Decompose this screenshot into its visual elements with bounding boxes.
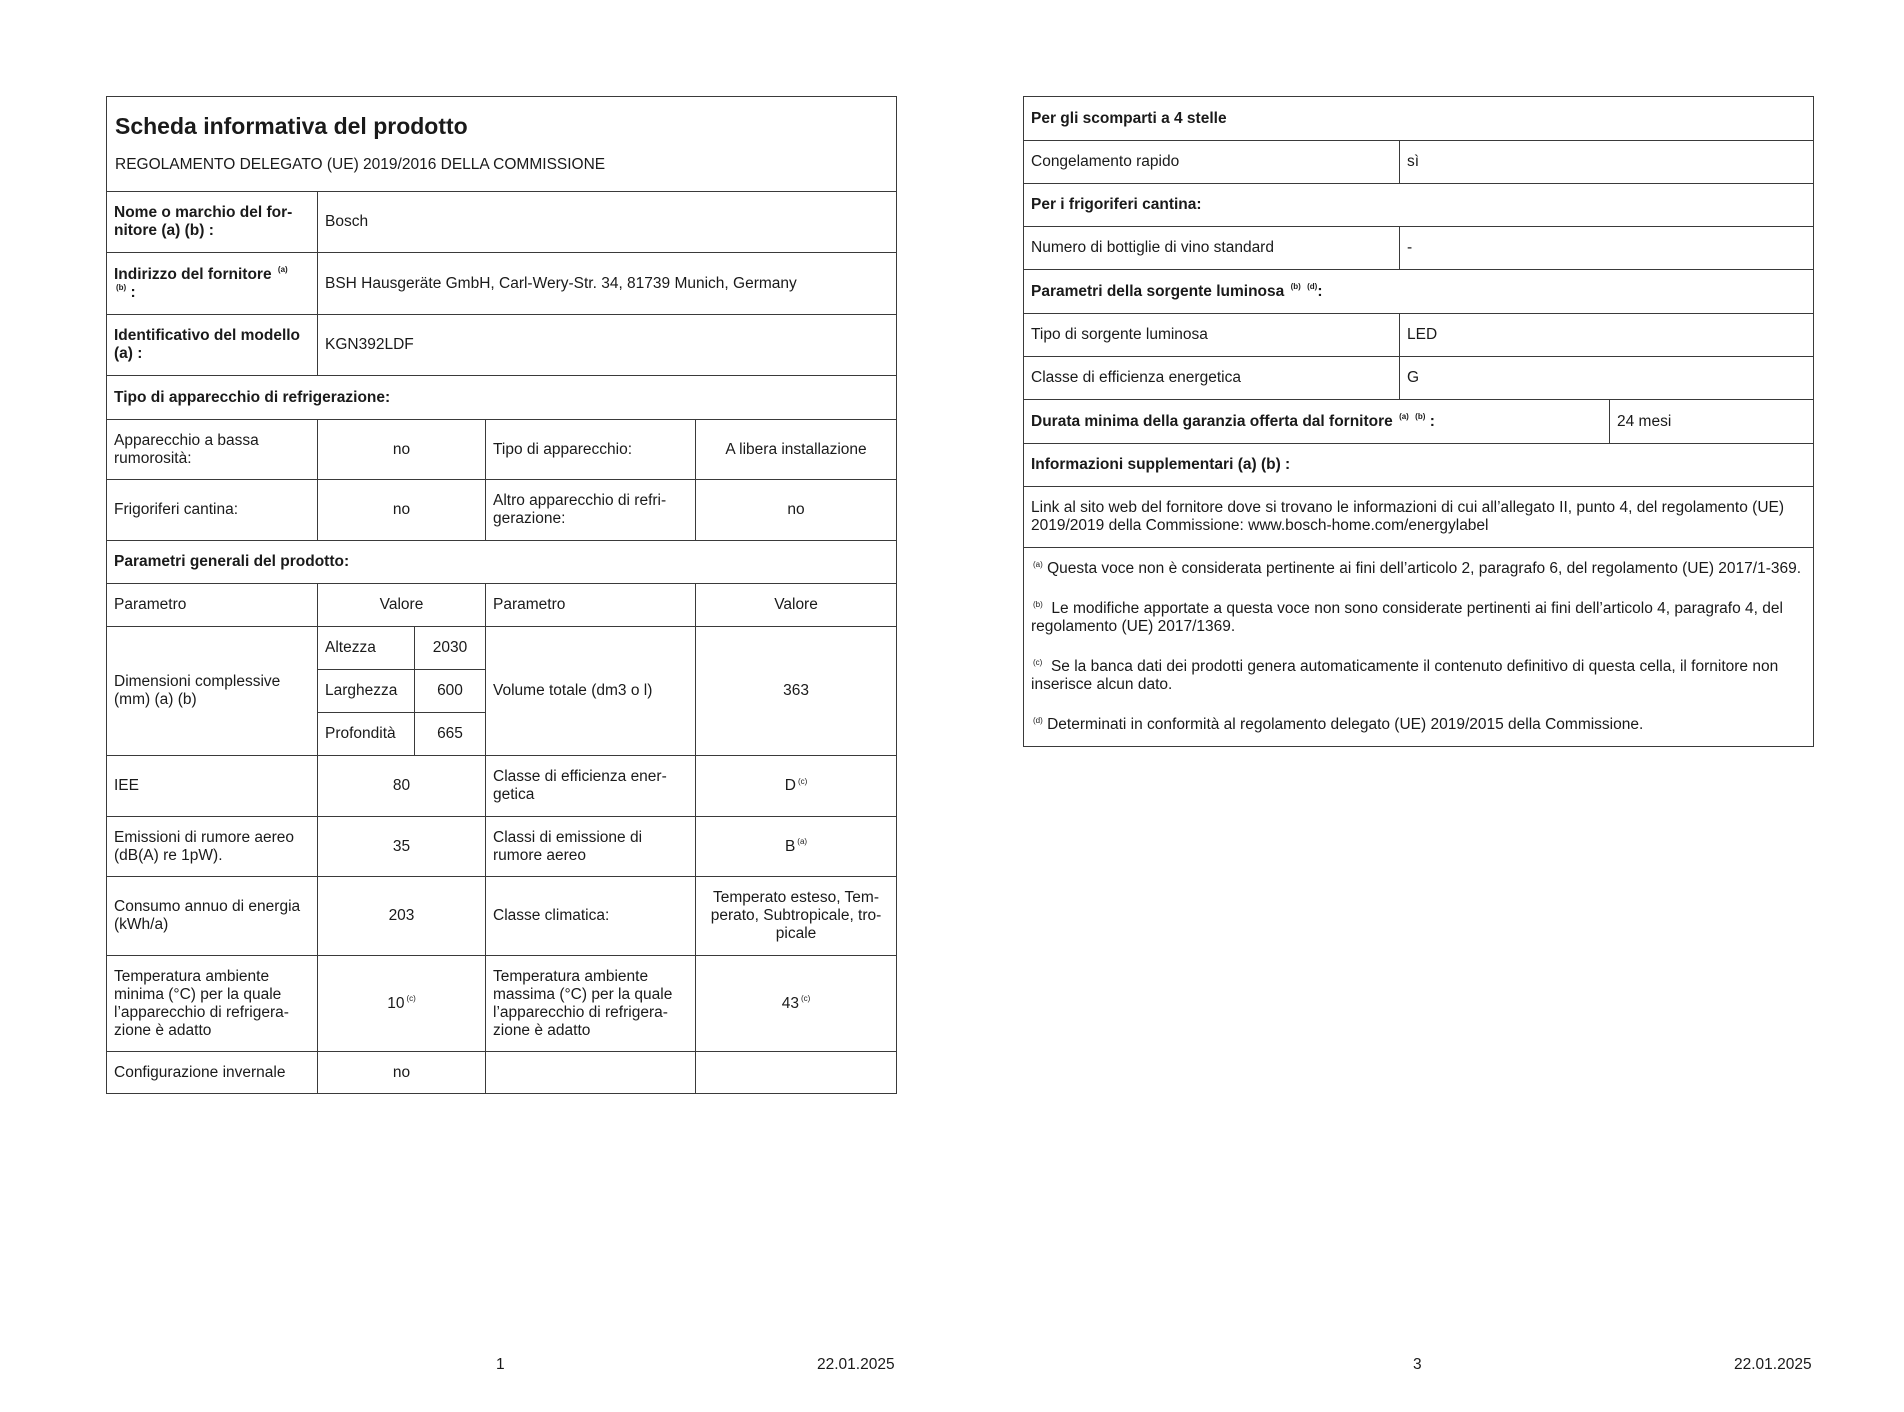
iee-value: 80	[318, 756, 486, 817]
footnote-a: $^{(a)}$ Questa voce non è considerata pertinente ai fini dell’articolo 2, paragrafo 6, del regolamento (UE) 2017/1-369.	[1033, 559, 1802, 577]
climate-class-value: Temperato esteso, Tem-perato, Subtropicale, tro-picale	[696, 877, 897, 956]
page-number-right: 3	[1413, 1356, 1422, 1373]
wine-cellar-value: no	[318, 480, 486, 541]
width-value: 600	[415, 670, 486, 713]
width-label: Larghezza	[318, 670, 415, 713]
low-noise-value: no	[318, 420, 486, 480]
supplier-name-value: Bosch	[318, 192, 897, 253]
min-temp-value: 10 $^{(c)}$	[318, 956, 486, 1052]
energy-class-value: D $^{(c)}$	[696, 756, 897, 817]
section-extra-info: Informazioni supplementari (a) (b) :	[1024, 444, 1814, 487]
depth-value: 665	[415, 713, 486, 756]
other-appliance-label: Altro apparecchio di refri-gerazione:	[486, 480, 696, 541]
climate-class-label: Classe climatica:	[486, 877, 696, 956]
light-type-label: Tipo di sorgente luminosa	[1024, 314, 1400, 357]
empty-cell	[486, 1052, 696, 1094]
min-temp-label: Temperatura ambiente minima (°C) per la quale l’apparecchio di refrigera-zione è adatto	[107, 956, 318, 1052]
max-temp-value: 43 $^{(c)}$	[696, 956, 897, 1052]
appliance-type-label: Tipo di apparecchio:	[486, 420, 696, 480]
date-right: 22.01.2025	[1734, 1356, 1812, 1373]
column-header-param-2: Parametro	[486, 584, 696, 627]
height-label: Altezza	[318, 627, 415, 670]
wine-bottles-label: Numero di bottiglie di vino standard	[1024, 227, 1400, 270]
footnote-c: $^{(c)}$ Se la banca dati dei prodotti genera automaticamente il contenuto definitivo di questa cella, il fornitore non inserisce alcun dato.	[1031, 657, 1779, 693]
depth-label: Profondità	[318, 713, 415, 756]
noise-class-value: B $^{(a)}$	[696, 817, 897, 877]
regulation-text: REGOLAMENTO DELEGATO (UE) 2019/2016 DELLA COMMISSIONE	[115, 155, 606, 173]
column-header-value: Valore	[318, 584, 486, 627]
fast-freeze-value: sì	[1400, 141, 1814, 184]
noise-class-label: Classi di emissione di rumore aereo	[486, 817, 696, 877]
column-header-value-2: Valore	[696, 584, 897, 627]
product-info-sheet-table	[106, 96, 897, 1094]
light-class-value: G	[1400, 357, 1814, 400]
wine-bottles-value: -	[1400, 227, 1814, 270]
section-four-star: Per gli scomparti a 4 stelle	[1024, 97, 1814, 141]
max-temp-label: Temperatura ambiente massima (°C) per la quale l’apparecchio di refrigera-zione è adatto	[486, 956, 696, 1052]
empty-cell	[696, 1052, 897, 1094]
fast-freeze-label: Congelamento rapido	[1024, 141, 1400, 184]
sheet-header	[107, 97, 897, 192]
date-left: 22.01.2025	[817, 1356, 895, 1373]
wine-cellar-label: Frigoriferi cantina:	[107, 480, 318, 541]
low-noise-label: Apparecchio a bassa rumorosità:	[107, 420, 318, 480]
section-general-params: Parametri generali del prodotto:	[107, 541, 897, 584]
winter-config-value: no	[318, 1052, 486, 1094]
warranty-label: Durata minima della garanzia offerta dal fornitore $^{(a)}$ $^{(b)}$ :	[1024, 400, 1610, 444]
section-light-source: Parametri della sorgente luminosa $^{(b)}$ $^{(d)}$:	[1024, 270, 1814, 314]
energy-class-label: Classe di efficienza ener-getica	[486, 756, 696, 817]
noise-emission-label: Emissioni di rumore aereo (dB(A) re 1pW).	[107, 817, 318, 877]
other-appliance-value: no	[696, 480, 897, 541]
light-type-value: LED	[1400, 314, 1814, 357]
iee-label: IEE	[107, 756, 318, 817]
dimensions-label: Dimensioni complessive (mm) (a) (b)	[107, 627, 318, 756]
section-appliance-type: Tipo di apparecchio di refrigerazione:	[107, 376, 897, 420]
model-value: KGN392LDF	[318, 315, 897, 376]
page-number-left: 1	[496, 1356, 505, 1373]
energy-consumption-label: Consumo annuo di energia (kWh/a)	[107, 877, 318, 956]
appliance-type-value: A libera installazione	[696, 420, 897, 480]
volume-label: Volume totale (dm3 o l)	[486, 627, 696, 756]
supplier-address-label: Indirizzo del fornitore $^{(a)}$ $^{(b)}$ :	[107, 253, 318, 315]
section-wine-cellar: Per i frigoriferi cantina:	[1024, 184, 1814, 227]
noise-emission-value: 35	[318, 817, 486, 877]
footnote-b: $^{(b)}$ Le modifiche apportate a questa voce non sono considerate pertinenti ai fini dell’articolo 4, paragrafo 4, del regolamento (UE) 2017/1369.	[1031, 599, 1783, 635]
footnotes	[1024, 548, 1814, 747]
winter-config-label: Configurazione invernale	[107, 1052, 318, 1094]
product-info-sheet-table-page-3	[1023, 96, 1814, 747]
column-header-param: Parametro	[107, 584, 318, 627]
model-label: Identificativo del modello (a) :	[107, 315, 318, 376]
light-class-label: Classe di efficienza energetica	[1024, 357, 1400, 400]
supplier-address-value: BSH Hausgeräte GmbH, Carl-Wery-Str. 34, 81739 Munich, Germany	[318, 253, 897, 315]
supplier-website-text: Link al sito web del fornitore dove si trovano le informazioni di cui all’allegato II, punto 4, del regolamento (UE) 2019/2019 della Commissione: www.bosch-home.com/energylabel	[1024, 487, 1814, 548]
volume-value: 363	[696, 627, 897, 756]
supplier-name-label: Nome o marchio del for-nitore (a) (b) :	[107, 192, 318, 253]
energy-consumption-value: 203	[318, 877, 486, 956]
page-title: Scheda informativa del prodotto	[115, 112, 468, 139]
warranty-value: 24 mesi	[1610, 400, 1814, 444]
footnote-d: $^{(d)}$ Determinati in conformità al regolamento delegato (UE) 2019/2015 della Commissione.	[1033, 715, 1644, 733]
height-value: 2030	[415, 627, 486, 670]
